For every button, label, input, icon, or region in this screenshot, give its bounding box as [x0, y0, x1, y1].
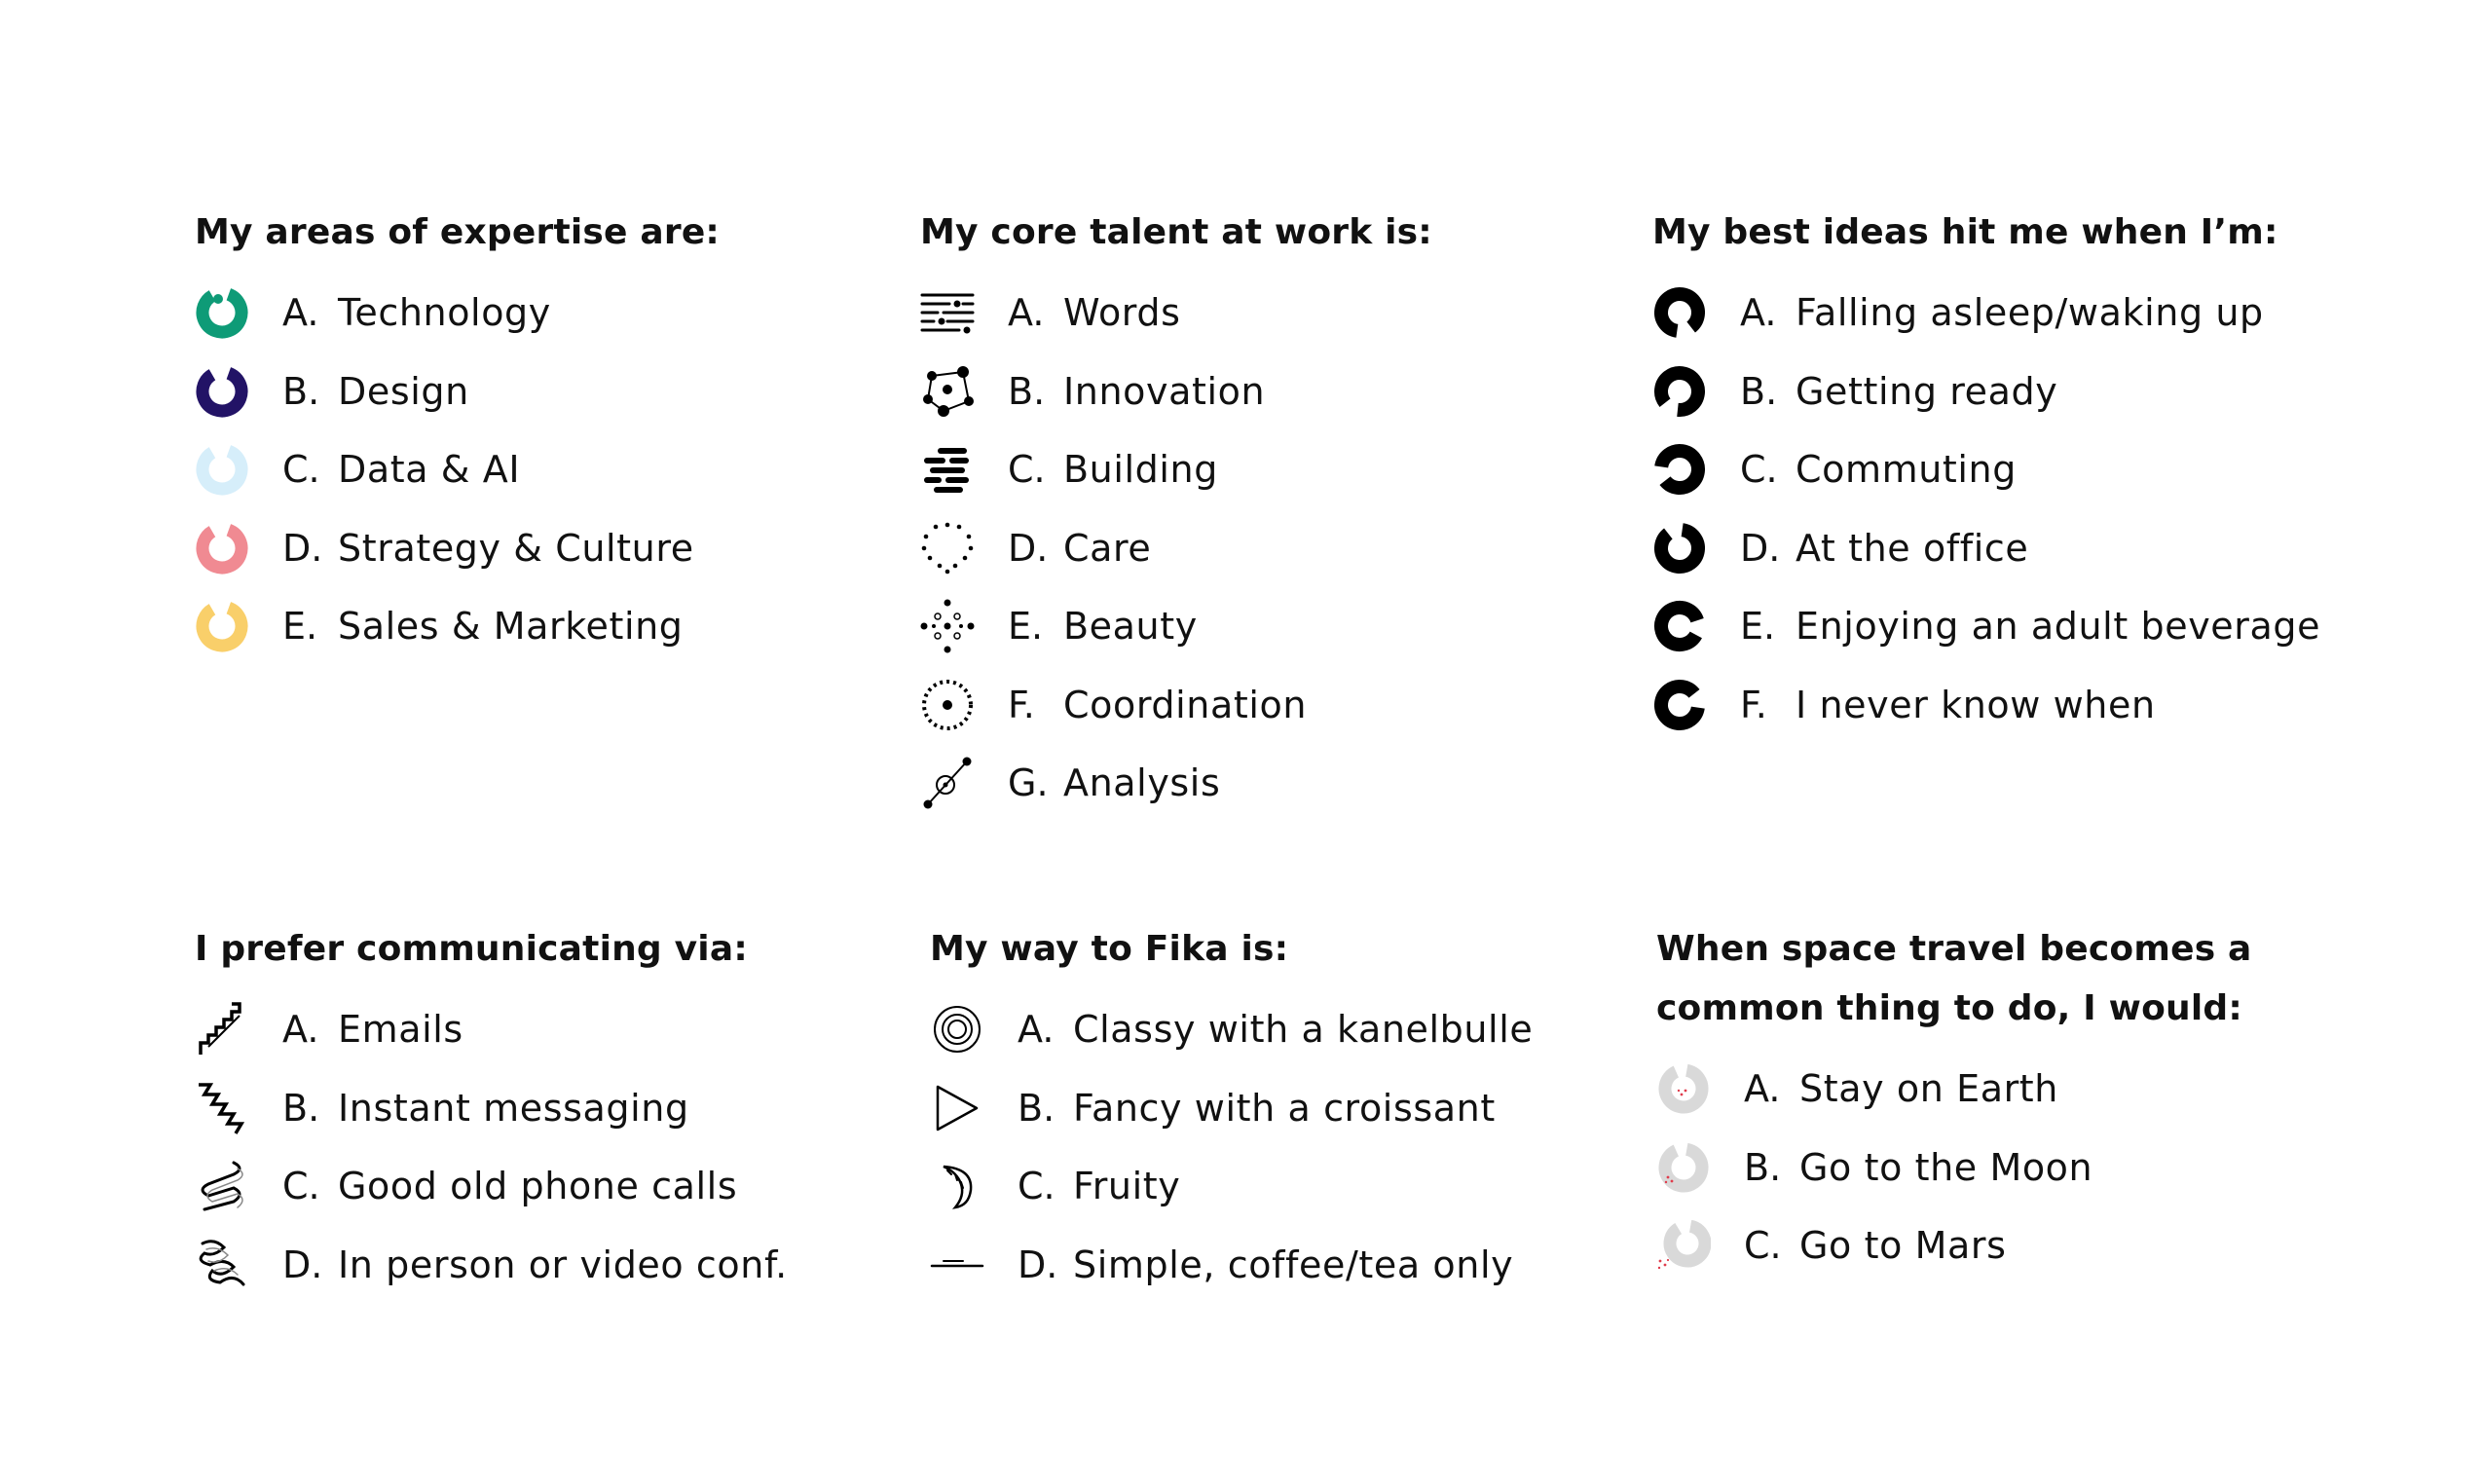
option-label: Beauty — [1063, 605, 1198, 649]
option-letter: C. — [1744, 1224, 1782, 1268]
fika-section — [930, 919, 1533, 1304]
expertise-options — [195, 274, 720, 666]
fika-title: My way to Fika is: — [930, 929, 1289, 969]
coordination-icon — [920, 678, 975, 732]
option-label: Enjoying an adult beverage — [1796, 605, 2321, 649]
option-in-person[interactable] — [195, 1226, 788, 1305]
option-never-know[interactable] — [1652, 666, 2320, 745]
expertise-section — [195, 203, 720, 666]
analysis-icon — [920, 756, 975, 810]
loops-icon — [195, 1238, 249, 1292]
ring-gap-bottom-icon — [1652, 285, 1707, 340]
option-letter: A. — [1744, 1067, 1781, 1111]
option-emails[interactable] — [195, 990, 788, 1069]
building-icon — [920, 442, 975, 497]
option-letter: C. — [1008, 448, 1046, 492]
ring-icon — [195, 521, 249, 575]
option-letter: F. — [1008, 683, 1035, 726]
option-letter: C. — [282, 1165, 320, 1208]
option-label: Care — [1063, 526, 1152, 570]
option-technology[interactable] — [195, 274, 720, 352]
planet-ring-icon — [1656, 1140, 1711, 1195]
option-label: Innovation — [1063, 369, 1266, 413]
option-kanelbulle[interactable] — [930, 990, 1533, 1069]
talent-options — [920, 274, 1432, 823]
option-label: Analysis — [1063, 761, 1221, 805]
ideas-section — [1652, 203, 2320, 744]
option-label: Classy with a kanelbulle — [1073, 1008, 1534, 1052]
ring-gap-right-low-icon — [1652, 599, 1707, 653]
option-simple[interactable] — [930, 1226, 1533, 1305]
option-care[interactable] — [920, 509, 1432, 588]
option-label: Go to the Moon — [1799, 1145, 2093, 1189]
option-commuting[interactable] — [1652, 430, 2320, 509]
option-label: I never know when — [1796, 683, 2156, 726]
option-letter: A. — [1008, 291, 1045, 335]
option-letter: B. — [282, 1086, 320, 1130]
option-label: Strategy & Culture — [338, 526, 694, 570]
option-sales-marketing[interactable] — [195, 587, 720, 666]
option-letter: B. — [1008, 369, 1046, 413]
space-title-line1: When space travel becomes a — [1656, 929, 2252, 969]
option-adult-beverage[interactable] — [1652, 587, 2320, 666]
innovation-icon — [920, 364, 975, 419]
option-letter: D. — [282, 526, 323, 570]
crescent-icon — [930, 1159, 984, 1213]
option-label: Data & AI — [338, 448, 521, 492]
beauty-icon — [920, 599, 975, 653]
line-icon — [930, 1238, 984, 1292]
option-label: Sales & Marketing — [338, 605, 684, 649]
option-label: Stay on Earth — [1799, 1067, 2058, 1111]
option-data-ai[interactable] — [195, 430, 720, 509]
ring-icon — [195, 364, 249, 419]
option-go-to-mars[interactable] — [1656, 1206, 2252, 1285]
ring-icon — [195, 285, 249, 340]
space-title — [1656, 919, 2252, 1038]
words-icon — [920, 285, 975, 340]
ring-gap-left-icon — [1652, 442, 1707, 497]
option-letter: B. — [282, 369, 320, 413]
option-label: Fancy with a croissant — [1073, 1086, 1496, 1130]
option-letter: C. — [1740, 448, 1778, 492]
space-title-line2: common thing to do, I would: — [1656, 988, 2242, 1028]
option-label: Words — [1063, 291, 1181, 335]
option-letter: B. — [1744, 1145, 1782, 1189]
triangle-icon — [930, 1081, 984, 1135]
communication-title: I prefer communicating via: — [195, 929, 748, 969]
option-letter: A. — [282, 291, 319, 335]
option-letter: B. — [1740, 369, 1778, 413]
ideas-title: My best ideas hit me when I’m: — [1652, 212, 2278, 252]
option-label: Good old phone calls — [338, 1165, 738, 1208]
option-letter: G. — [1008, 761, 1049, 805]
option-label: Go to Mars — [1799, 1224, 2007, 1268]
option-label: At the office — [1796, 526, 2029, 570]
expertise-title: My areas of expertise are: — [195, 212, 721, 252]
option-letter: B. — [1018, 1086, 1055, 1130]
option-letter: A. — [1740, 291, 1777, 335]
option-fruity[interactable] — [930, 1147, 1533, 1226]
option-label: Technology — [338, 291, 551, 335]
option-letter: E. — [1740, 605, 1776, 649]
option-letter: D. — [1740, 526, 1781, 570]
space-options — [1656, 1050, 2252, 1285]
talent-title: My core talent at work is: — [920, 212, 1432, 252]
ring-icon — [195, 599, 249, 653]
option-stay-on-earth[interactable] — [1656, 1050, 2252, 1129]
option-strategy-culture[interactable] — [195, 509, 720, 588]
option-label: Design — [338, 369, 469, 413]
bun-icon — [930, 1002, 984, 1057]
talent-section — [920, 203, 1432, 823]
option-letter: D. — [1018, 1243, 1058, 1286]
option-phone-calls[interactable] — [195, 1147, 788, 1226]
option-letter: E. — [1008, 605, 1044, 649]
ideas-options — [1652, 274, 2320, 744]
option-letter: C. — [1018, 1165, 1055, 1208]
option-getting-ready[interactable] — [1652, 352, 2320, 431]
option-words[interactable] — [920, 274, 1432, 352]
option-label: Getting ready — [1796, 369, 2058, 413]
jagged-icon — [195, 1081, 249, 1135]
communication-options — [195, 990, 788, 1304]
option-letter: F. — [1740, 683, 1767, 726]
option-label: Emails — [338, 1008, 463, 1052]
option-label: In person or video conf. — [338, 1243, 788, 1286]
option-letter: E. — [282, 605, 318, 649]
option-building[interactable] — [920, 430, 1432, 509]
option-go-to-moon[interactable] — [1656, 1129, 2252, 1207]
planet-ring-icon — [1656, 1218, 1711, 1273]
planet-ring-icon — [1656, 1061, 1711, 1116]
option-design[interactable] — [195, 352, 720, 431]
wave-icon — [195, 1159, 249, 1213]
space-section — [1656, 919, 2252, 1285]
ring-icon — [195, 442, 249, 497]
ring-gap-bottom-left-icon — [1652, 364, 1707, 419]
option-label: Building — [1063, 448, 1218, 492]
option-letter: D. — [282, 1243, 323, 1286]
option-innovation[interactable] — [920, 352, 1432, 431]
ring-gap-top-icon — [1652, 521, 1707, 575]
option-label: Fruity — [1073, 1165, 1181, 1208]
option-label: Simple, coffee/tea only — [1073, 1243, 1514, 1286]
ring-gap-right-icon — [1652, 678, 1707, 732]
option-letter: C. — [282, 448, 320, 492]
option-falling-asleep[interactable] — [1652, 274, 2320, 352]
option-instant-messaging[interactable] — [195, 1069, 788, 1148]
option-label: Falling asleep/waking up — [1796, 291, 2264, 335]
option-at-the-office[interactable] — [1652, 509, 2320, 588]
option-croissant[interactable] — [930, 1069, 1533, 1148]
option-analysis[interactable] — [920, 744, 1432, 823]
communication-section — [195, 919, 788, 1304]
zigzag-icon — [195, 1002, 249, 1057]
option-letter: A. — [282, 1008, 319, 1052]
option-letter: A. — [1018, 1008, 1055, 1052]
option-letter: D. — [1008, 526, 1049, 570]
option-label: Instant messaging — [338, 1086, 689, 1130]
option-label: Coordination — [1063, 683, 1308, 726]
option-label: Commuting — [1796, 448, 2017, 492]
option-coordination[interactable] — [920, 666, 1432, 745]
option-beauty[interactable] — [920, 587, 1432, 666]
care-icon — [920, 521, 975, 575]
fika-options — [930, 990, 1533, 1304]
